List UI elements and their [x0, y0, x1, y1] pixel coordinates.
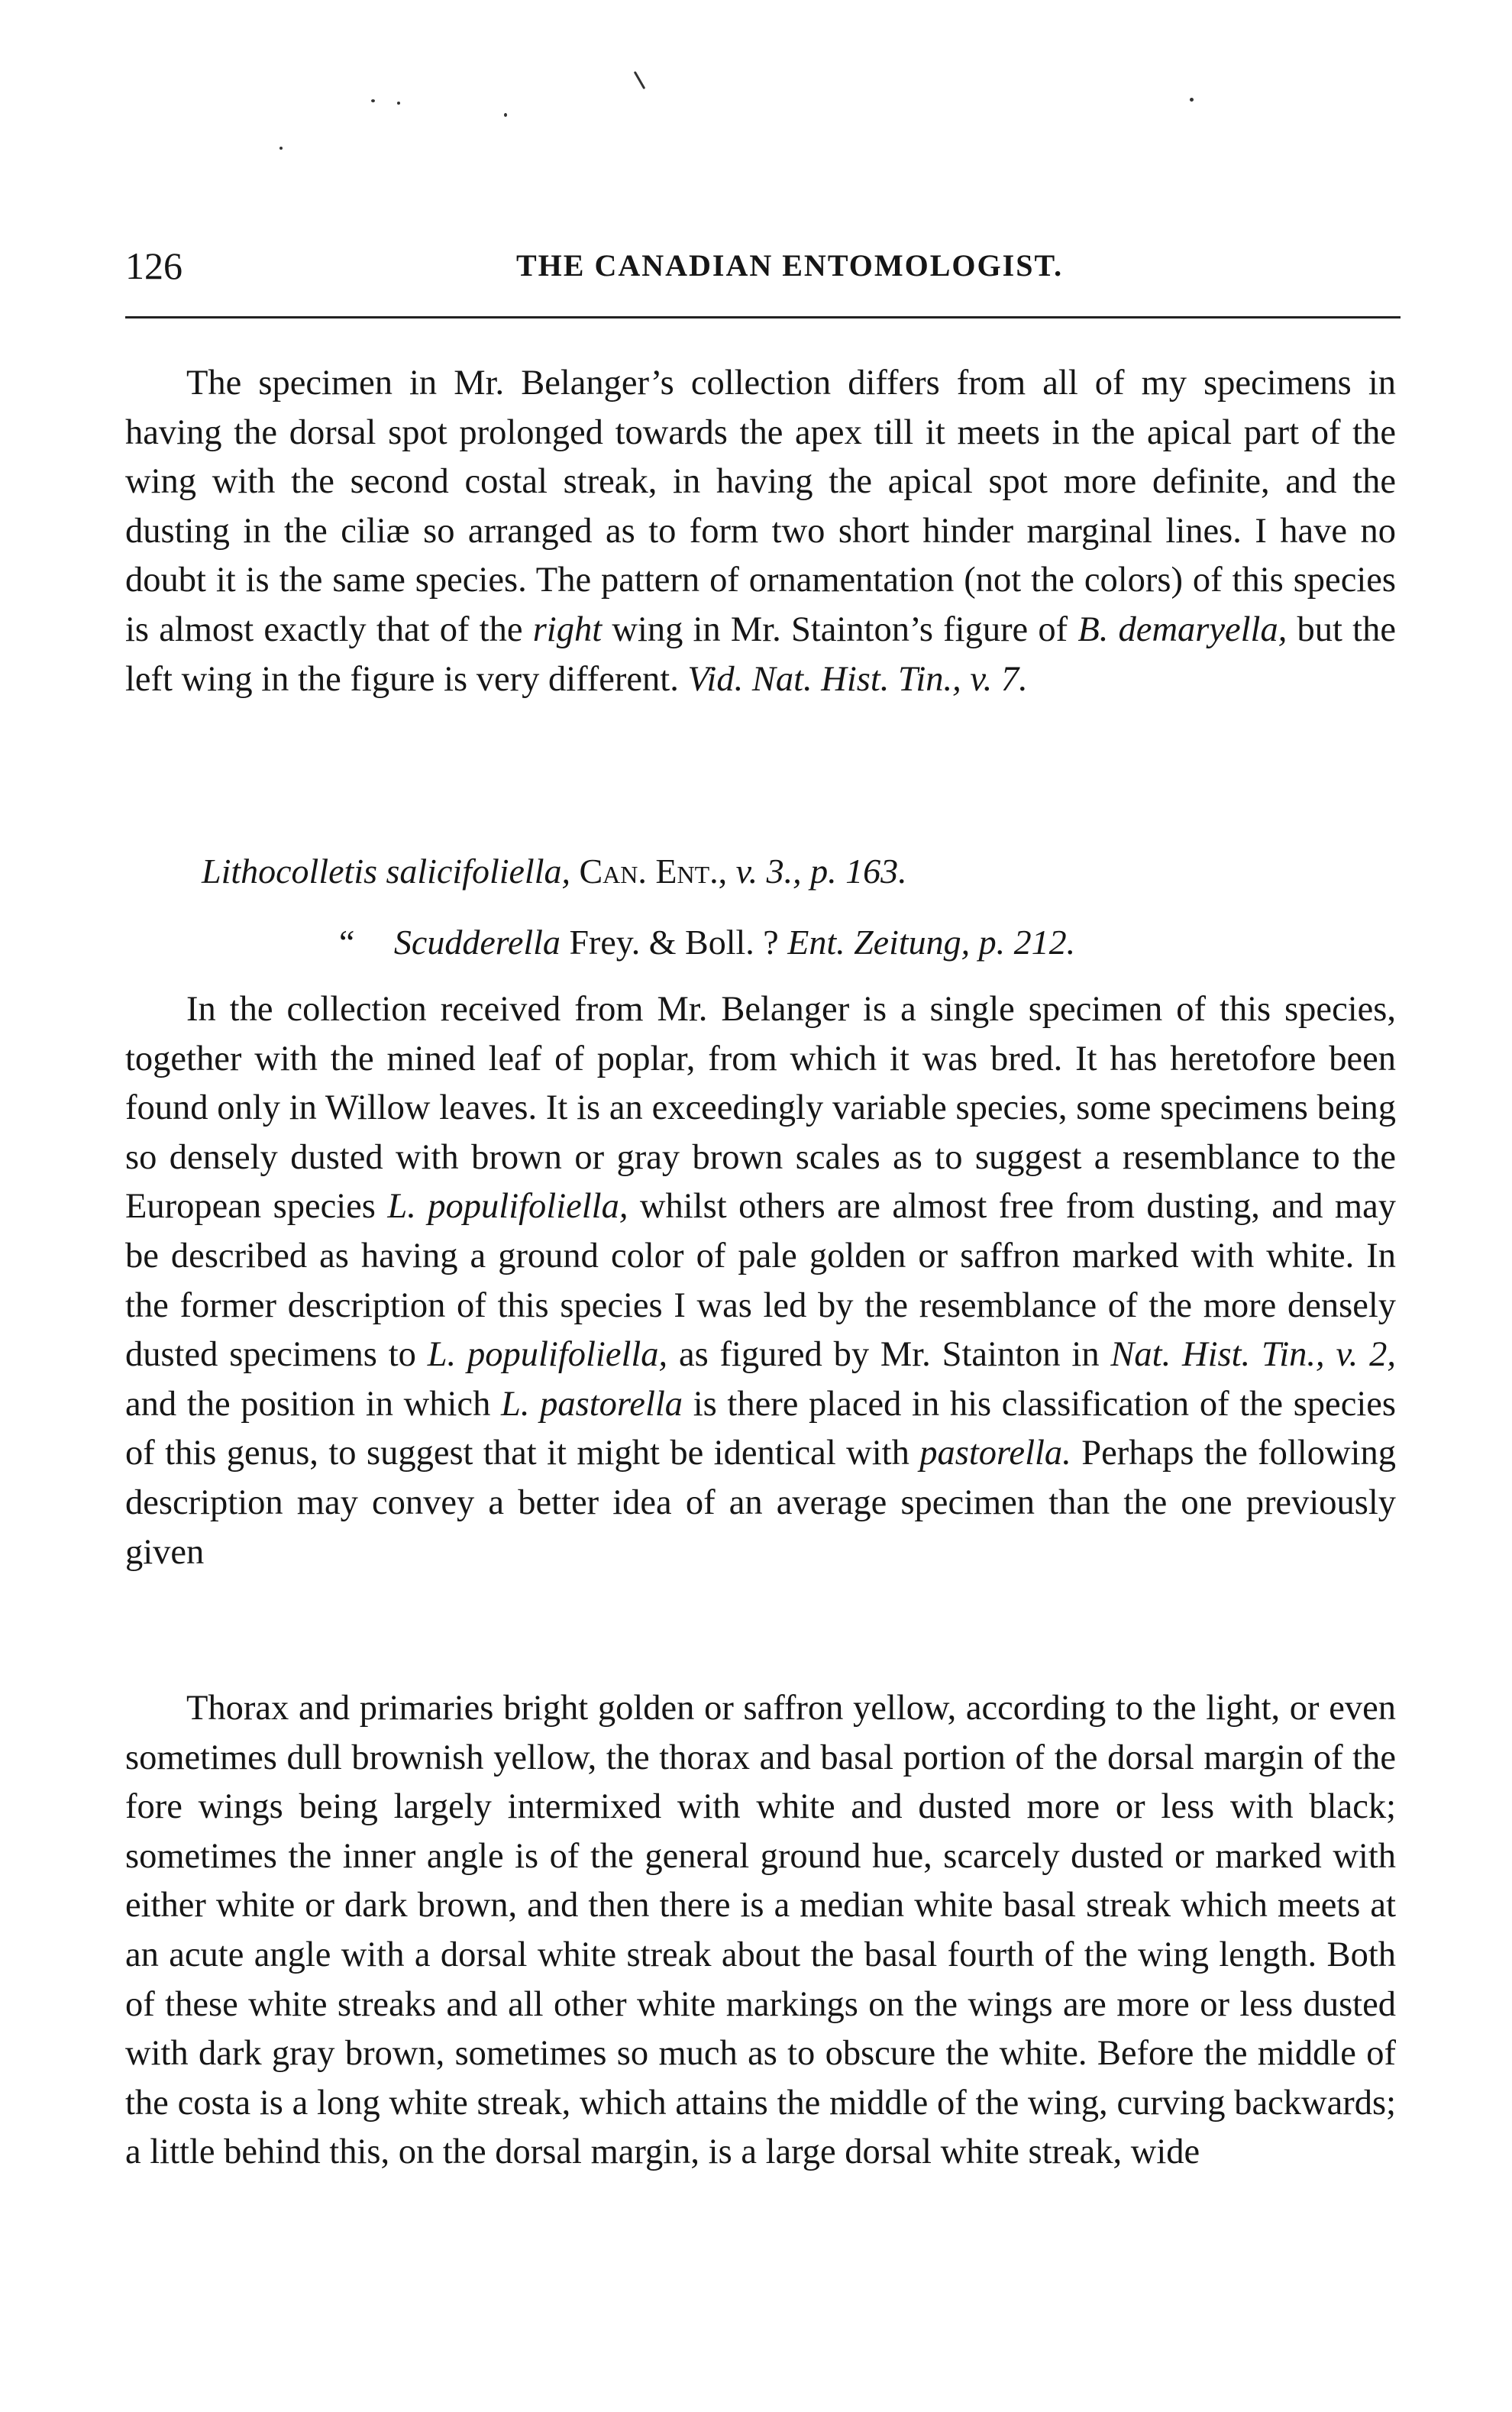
italic-species-name: L. pastorella [501, 1384, 683, 1424]
synonym-reference: Ent. Zeitung, p. 212. [787, 923, 1076, 962]
italic-reference: Vid. Nat. Hist. Tin., v. 7. [687, 659, 1028, 699]
italic-species-name: L. populifoliella, [427, 1335, 668, 1375]
paragraph-collection-notes: In the collection received from Mr. Belanger is a single specimen of this species, together with the mined leaf of poplar, from which it was bred. It has heretofore been found only in Willow leaves. It is an exceedingly variable species, some specimens being so densely dusted with brown or gray brown scales as to suggest a resemblance to the European species L. populifoliella, whilst others are almost free from dusting, and may be described as having a ground color of pale golden or saffron marked with white. In the former description of this species I was led by the resemblance of the more densely dusted specimens to L. populifoliella, as figured by Mr. Stainton in Nat. Hist. Tin., v. 2, and the position in which L. pastorella is there placed in his classification of the species of this genus, to suggest that it might be identical with pastorella. Perhaps the following description may convey a better idea of an average specimen than the one previously given [125, 990, 1396, 1572]
page-number: 126 [125, 244, 183, 287]
synonym-authors: Frey. & Boll. ? [569, 923, 779, 962]
species-heading [125, 848, 1472, 895]
scan-speck [371, 99, 375, 102]
synonym-name: Scudderella [393, 923, 561, 962]
ditto-mark: “ [339, 923, 355, 962]
header-rule [125, 316, 1401, 318]
page-header [125, 243, 1423, 289]
scan-speck [634, 71, 646, 89]
paragraph-specimen-comparison: The specimen in Mr. Belanger’s collection differs from all of my specimens in having the dorsal spot prolonged towards the apex till it meets in the apical part of the wing with the second costal streak, in having the apical spot more definite, and the dusting in the ciliæ so arranged as to form two short hinder marginal lines. I have no doubt it is the same species. The pattern of ornamentation (not the colors) of this species is almost exactly that of the right wing in Mr. Stainton’s figure of B. demaryella, but the left wing in the figure is very different. Vid. Nat. Hist. Tin., v. 7. [125, 364, 1396, 699]
running-title: THE CANADIAN ENTOMOLOGIST. [516, 248, 1064, 283]
italic-species-name: B. demaryella, [1077, 609, 1287, 649]
journal-abbrev: Can. Ent., [579, 852, 728, 891]
italic-term: right [532, 609, 603, 649]
scan-speck [279, 147, 283, 150]
italic-reference: Nat. Hist. Tin., v. 2, [1110, 1335, 1396, 1375]
italic-species-name: pastorella. [919, 1434, 1071, 1473]
synonym-line [125, 919, 1512, 966]
scan-speck [1190, 98, 1194, 102]
reference: v. 3., p. 163. [735, 852, 907, 891]
italic-species-name: L. populifoliella, [387, 1187, 628, 1227]
scan-speck [397, 102, 400, 105]
species-name: Lithocolletis salicifoliella, [202, 852, 570, 891]
paragraph-description: Thorax and primaries bright golden or saffron yellow, according to the light, or even sometimes dull brownish yellow, the thorax and basal portion of the dorsal margin of the fore wings being largely intermixed with white and dusted more or less with black; sometimes the inner angle is of the general ground hue, scarcely dusted or marked with either white or dark brown, and then there is a median white basal streak which meets at an acute angle with a dorsal white streak about the basal fourth of the wing length. Both of these white streaks and all other white markings on the wings are more or less dusted with dark gray brown, sometimes so much as to obscure the white. Before the middle of the costa is a long white streak, which attains the middle of the wing, curving backwards; a little behind this, on the dorsal margin, is a large dorsal white streak, wide [125, 1689, 1396, 2172]
scan-speck [504, 113, 507, 117]
